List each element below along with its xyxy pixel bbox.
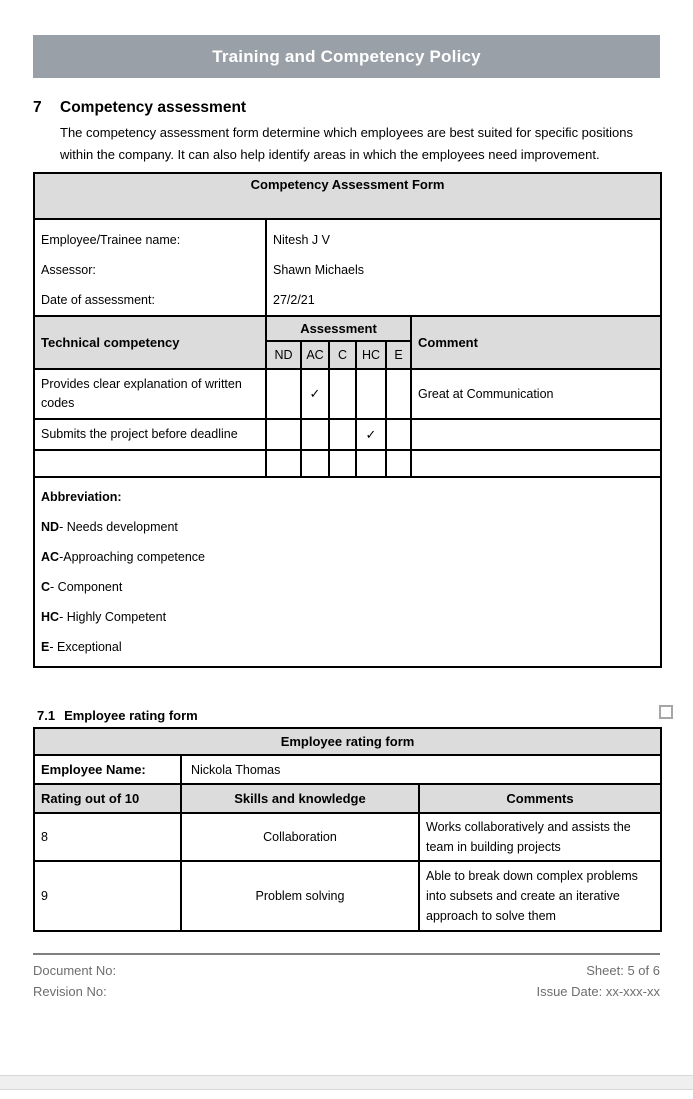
rating-value[interactable]: 8 (34, 813, 181, 861)
nd-check-cell[interactable] (266, 419, 301, 450)
abbreviation-row (34, 477, 661, 667)
abbreviation-cell (34, 477, 661, 667)
abbr-ac-text: -Approaching competence (59, 550, 205, 564)
abbreviation-item (41, 572, 654, 602)
abbreviation-title: Abbreviation: (41, 490, 122, 504)
rating-form-title-row (34, 728, 661, 755)
rating-form-title: Employee rating form (34, 728, 661, 755)
competency-cell[interactable]: Provides clear explanation of written codes (34, 369, 266, 419)
subsection-number: 7.1 (37, 708, 56, 723)
nd-check-cell[interactable] (266, 450, 301, 477)
hc-column-header: HC (356, 341, 386, 369)
trainee-info-labels[interactable] (34, 219, 266, 316)
employee-rating-table (33, 727, 662, 932)
skill-value[interactable]: Problem solving (181, 861, 419, 931)
competency-cell[interactable] (34, 450, 266, 477)
hc-check-cell[interactable]: ✓ (356, 419, 386, 450)
section-body-text: The competency assessment form determine which employees are best suited for specific positions within the company. It can also help identify areas in which the employees need improvement. (60, 125, 633, 162)
form-title-row (34, 173, 661, 219)
ac-check-cell[interactable] (301, 450, 329, 477)
footer-right (536, 960, 660, 1002)
ac-check-cell[interactable]: ✓ (301, 369, 329, 419)
comments-header: Comments (419, 784, 661, 813)
nd-check-cell[interactable] (266, 369, 301, 419)
abbr-nd: ND (41, 520, 60, 534)
e-check-cell[interactable] (386, 419, 411, 450)
abbr-c: C (41, 580, 51, 594)
rating-out-of-10-header: Rating out of 10 (34, 784, 181, 813)
subsection-title: Employee rating form (64, 708, 198, 723)
ac-column-header: AC (301, 341, 329, 369)
technical-competency-header: Technical competency (34, 316, 266, 369)
rating-comment[interactable]: Works collaboratively and assists the team in building projects (419, 813, 661, 861)
employee-name-row (34, 755, 661, 784)
competency-assessment-table (33, 172, 662, 668)
assessor-label: Assessor: (41, 263, 96, 277)
section-number: 7 (33, 99, 42, 116)
policy-title: Training and Competency Policy (212, 47, 481, 66)
window-bottom-strip (0, 1075, 693, 1090)
abbr-nd-text: - Needs development (59, 520, 178, 534)
comment-cell[interactable]: Great at Communication (411, 369, 661, 419)
assessment-row (34, 369, 661, 419)
footer-left (33, 960, 116, 1002)
ac-check-cell[interactable] (301, 419, 329, 450)
section-heading (33, 99, 660, 117)
comment-cell[interactable] (411, 419, 661, 450)
employee-name-value[interactable]: Nickola Thomas (181, 755, 661, 784)
issue-date: Issue Date: xx-xxx-xx (536, 984, 660, 999)
page-footer (33, 953, 660, 1002)
assessment-header-row (34, 316, 661, 341)
document-no-label: Document No: (33, 963, 117, 978)
abbreviation-item (41, 512, 654, 542)
employee-name-label: Employee Name: (34, 755, 181, 784)
rating-value[interactable]: 9 (34, 861, 181, 931)
c-column-header: C (329, 341, 356, 369)
e-column-header: E (386, 341, 411, 369)
trainee-info-values[interactable] (266, 219, 661, 316)
revision-no-label: Revision No: (33, 984, 107, 999)
assessment-row-empty (34, 450, 661, 477)
section-title: Competency assessment (60, 99, 247, 116)
date-of-assessment-value: 27/2/21 (273, 293, 315, 307)
policy-title-banner (33, 35, 660, 78)
date-of-assessment-label: Date of assessment: (41, 293, 155, 307)
employee-trainee-name-label: Employee/Trainee name: (41, 233, 181, 247)
abbr-ac: AC (41, 550, 60, 564)
assessment-row (34, 419, 661, 450)
sheet-number: Sheet: 5 of 6 (586, 963, 660, 978)
competency-cell[interactable]: Submits the project before deadline (34, 419, 266, 450)
nd-column-header: ND (266, 341, 301, 369)
rating-header-row (34, 784, 661, 813)
abbreviation-item (41, 632, 654, 662)
table-resize-handle[interactable] (659, 705, 673, 719)
rating-row (34, 813, 661, 861)
subsection-heading (37, 708, 660, 723)
rating-row (34, 861, 661, 931)
employee-trainee-name-value: Nitesh J V (273, 233, 330, 247)
c-check-cell[interactable] (329, 369, 356, 419)
c-check-cell[interactable] (329, 450, 356, 477)
form-title: Competency Assessment Form (34, 173, 661, 219)
comment-cell[interactable] (411, 450, 661, 477)
hc-check-cell[interactable] (356, 369, 386, 419)
abbreviation-item (41, 542, 654, 572)
comment-header: Comment (411, 316, 661, 369)
skill-value[interactable]: Collaboration (181, 813, 419, 861)
assessment-header: Assessment (266, 316, 411, 341)
abbr-hc-text: - Highly Competent (59, 610, 167, 624)
e-check-cell[interactable] (386, 450, 411, 477)
abbreviation-item (41, 602, 654, 632)
abbr-e-text: - Exceptional (49, 640, 122, 654)
rating-comment[interactable]: Able to break down complex problems into subsets and create an iterative approach to solve them (419, 861, 661, 931)
assessor-value: Shawn Michaels (273, 263, 365, 277)
skills-and-knowledge-header: Skills and knowledge (181, 784, 419, 813)
abbr-e: E (41, 640, 50, 654)
abbr-c-text: - Component (50, 580, 123, 594)
trainee-info-row (34, 219, 661, 316)
c-check-cell[interactable] (329, 419, 356, 450)
hc-check-cell[interactable] (356, 450, 386, 477)
e-check-cell[interactable] (386, 369, 411, 419)
abbr-hc: HC (41, 610, 60, 624)
